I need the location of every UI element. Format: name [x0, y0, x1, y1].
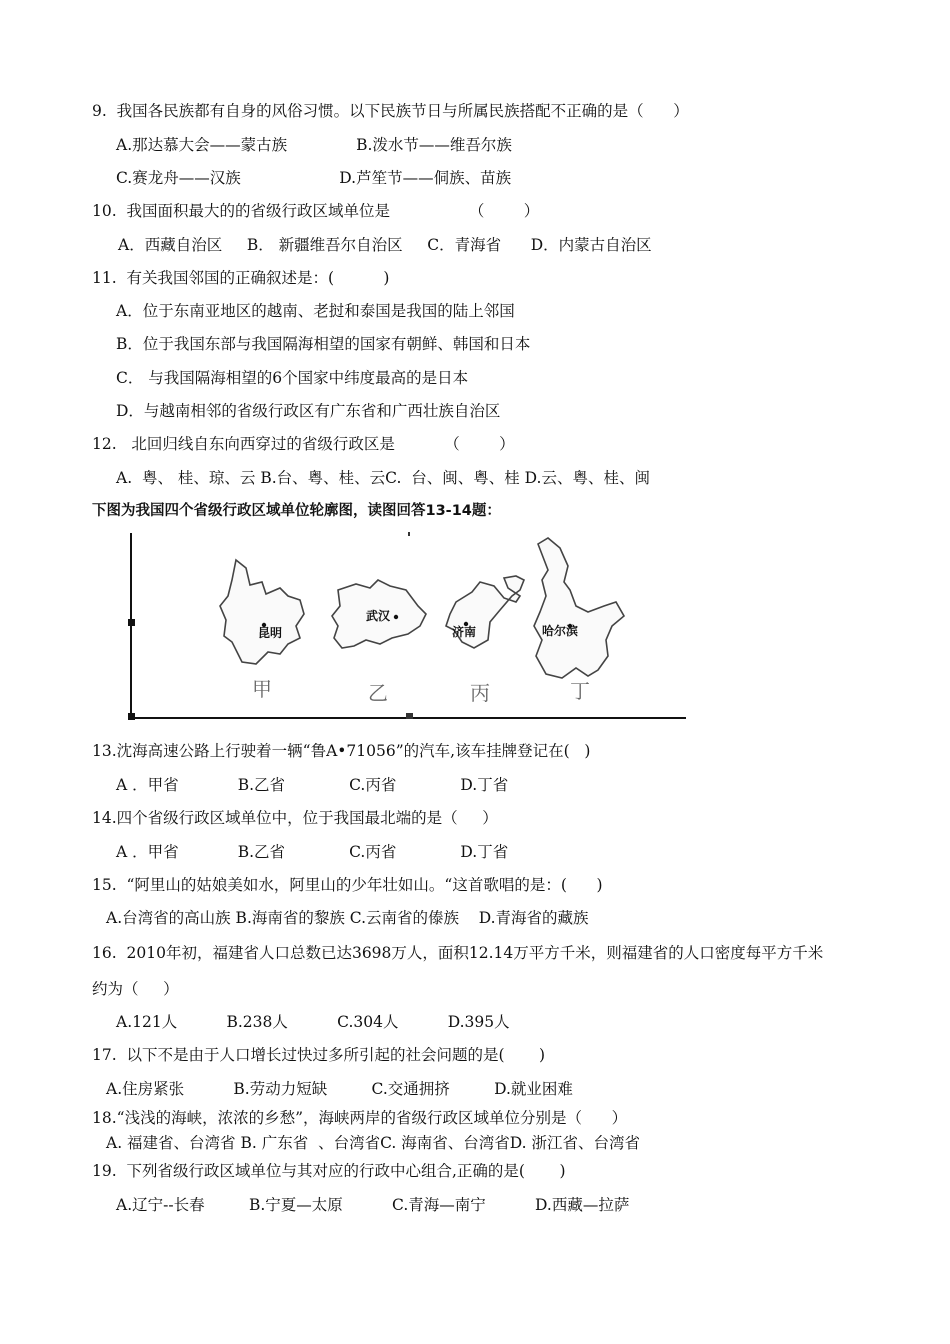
province-label-ding: 丁	[570, 679, 590, 703]
figure-marker-bottom	[406, 713, 413, 719]
figure-marker-left	[128, 619, 135, 626]
q9-stem: 9. 我国各民族都有自身的风俗习惯。以下民族节日与所属民族搭配不正确的是（ ）	[92, 102, 689, 120]
province-outline-figure	[128, 530, 688, 722]
q12-options: A. 粤、 桂、琼、云 B.台、粤、桂、云C. 台、闽、粤、桂 D.云、粤、桂、闽	[116, 469, 650, 487]
q9-options-cd: C.赛龙舟——汉族 D.芦笙节——侗族、苗族	[116, 169, 512, 187]
q11-option-c: C． 与我国隔海相望的6个国家中纬度最高的是日本	[116, 369, 469, 387]
q18-options: A. 福建省、台湾省 B. 广东省 、台湾省C. 海南省、台湾省D. 浙江省、台湾省	[106, 1134, 640, 1152]
q10-stem: 10. 我国面积最大的的省级行政区域单位是 （ ）	[92, 202, 540, 220]
figure-instruction: 下图为我国四个省级行政区域单位轮廓图，读图回答13-14题：	[92, 503, 501, 519]
q12-stem: 12. 北回归线自东向西穿过的省级行政区是 （ ）	[92, 435, 515, 453]
q13-options: A ．甲省 B.乙省 C.丙省 D.丁省	[116, 776, 509, 794]
q18-stem: 18.“浅浅的海峡，浓浓的乡愁”，海峡两岸的省级行政区域单位分别是（ ）	[92, 1109, 628, 1127]
province-label-yi: 乙	[368, 681, 388, 705]
q17-options: A.住房紧张 B.劳动力短缺 C.交通拥挤 D.就业困难	[106, 1080, 573, 1098]
city-dot-wuhan	[394, 615, 398, 619]
q9-options-ab: A.那达慕大会——蒙古族 B.泼水节——维吾尔族	[116, 136, 512, 154]
q14-options: A ．甲省 B.乙省 C.丙省 D.丁省	[116, 843, 509, 861]
q13-stem: 13.沈海高速公路上行驶着一辆“鲁A•71056”的汽车,该车挂牌登记在( )	[92, 742, 591, 760]
q16-options: A.121人 B.238人 C.304人 D.395人	[116, 1013, 510, 1031]
q16-stem-cont: 约为（ ）	[92, 980, 179, 998]
q19-options: A.辽宁--长春 B.宁夏—太原 C.青海—南宁 D.西藏—拉萨	[116, 1196, 630, 1214]
q15-options: A.台湾省的高山族 B.海南省的黎族 C.云南省的傣族 D.青海省的藏族	[106, 909, 589, 927]
q16-stem: 16. 2010年初，福建省人口总数已达3698万人，面积12.14万平方千米，则福建省的人口密度每平方千米	[92, 944, 824, 962]
q17-stem: 17. 以下不是由于人口增长过快过多所引起的社会问题的是( )	[92, 1046, 546, 1064]
q14-stem: 14.四个省级行政区域单位中，位于我国最北端的是（ ）	[92, 809, 498, 827]
province-outline-svg	[128, 530, 688, 722]
q11-option-b: B．位于我国东部与我国隔海相望的国家有朝鲜、韩国和日本	[116, 335, 531, 353]
city-label-jinan: 济南	[452, 625, 477, 639]
province-label-jia: 甲	[252, 677, 272, 701]
figure-marker-corner	[128, 713, 135, 720]
city-label-wuhan: 武汉	[366, 609, 391, 623]
province-ding-outline	[534, 538, 624, 678]
city-label-harbin: 哈尔滨	[542, 624, 579, 638]
q11-option-d: D．与越南相邻的省级行政区有广东省和广西壮族自治区	[116, 402, 501, 420]
q19-stem: 19. 下列省级行政区域单位与其对应的行政中心组合,正确的是( )	[92, 1162, 566, 1180]
q10-options: A．西藏自治区 B． 新疆维吾尔自治区 C．青海省 D．内蒙古自治区	[118, 236, 652, 254]
q15-stem: 15. “阿里山的姑娘美如水，阿里山的少年壮如山。“这首歌唱的是：( )	[92, 876, 603, 894]
province-jia-outline	[220, 560, 304, 664]
province-label-bing: 丙	[470, 681, 490, 705]
q11-option-a: A．位于东南亚地区的越南、老挝和泰国是我国的陆上邻国	[116, 302, 515, 320]
q11-stem: 11. 有关我国邻国的正确叙述是：( )	[92, 269, 390, 287]
city-label-kunming: 昆明	[258, 626, 283, 640]
